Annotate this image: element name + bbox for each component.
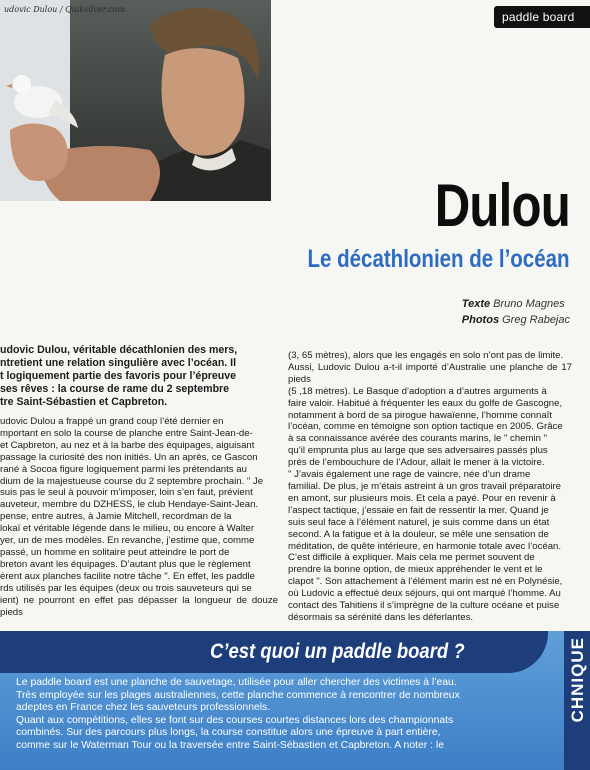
- body-line: passé, un homme en solitaire peut atteindre le port de: [0, 546, 230, 558]
- article-subtitle: Le décathlonien de l’océan: [307, 245, 570, 273]
- body-line: Aussi, Ludovic Dulou a-t-il importé d’Australie une planche de 17 pieds: [288, 361, 572, 385]
- body-line: faire valoir. Habitué à fréquenter les eaux du golfe de Gascogne,: [288, 397, 563, 409]
- body-line: (3, 65 mètres), alors que les engagés en solo n’ont pas de limite.: [288, 350, 564, 361]
- text-credit-line: [462, 296, 570, 312]
- box-line: Très employée sur les plages australiennes, cette planche commence à rencontrer de nombreux: [16, 689, 460, 701]
- lead-line: t logiquement partie des favoris pour l’épreuve: [0, 370, 237, 382]
- box-title: C’est quoi un paddle board ?: [210, 640, 465, 663]
- body-line: yer, un de mes modèles. En revanche, j’estime que, comme: [0, 535, 255, 547]
- right-column: [288, 350, 572, 624]
- photos-credit-value: Greg Rabejac: [502, 314, 570, 326]
- body-line: notamment à bord de sa pirogue hawaïenne, l’homme connaît: [288, 409, 552, 421]
- portrait-photo: [0, 0, 271, 201]
- body-line: suis seul face à l’élément naturel, je suis comme dans un état: [288, 516, 550, 528]
- section-tag: paddle board: [494, 6, 590, 28]
- lead-line: ntretient une relation singulière avec l’océan. Il: [0, 357, 237, 369]
- body-line: suis pas le seul à pouvoir m’imposer, loin s’en faut, prévient: [0, 487, 253, 499]
- box-body: [16, 677, 536, 753]
- body-line: méditation, de quête intérieure, en harmonie totale avec l’océan.: [288, 540, 562, 552]
- body-line: breton avant les équipages. D’autant plus que le règlement: [0, 558, 251, 570]
- body-line: udovic Dulou a frappé un grand coup l’été dernier en: [0, 416, 224, 427]
- body-line: en amont, sur plusieurs mois. Et cela a payé. Pour en revenir à: [288, 492, 556, 504]
- body-line: où Ludovic a effectué deux séjours, qui ont marqué l’homme. Au: [288, 588, 561, 600]
- body-line: et Capbreton, au nez et à la barbe des équipages, aiguisant: [0, 439, 255, 451]
- body-line: C’est difficile à expliquer. Mais cela me permet souvent de: [288, 552, 535, 564]
- box-side-band: [564, 631, 590, 770]
- body-line: l’aspect tactique, j’essaie en fait de ressentir la mer. Quand je: [288, 504, 549, 516]
- photo-credit-line: [462, 312, 570, 328]
- photo-credit: udovic Dulou / Quiksilver.com: [4, 5, 126, 14]
- box-line: comme sur le Waterman Tour ou la traversée entre Saint-Sébastien et Capbreton. A noter : le: [16, 739, 444, 751]
- box-side-label: CHNIQUE: [568, 637, 587, 723]
- article-credits: [462, 296, 570, 328]
- lead-line: tre Saint-Sébastien et Capbreton.: [0, 396, 168, 408]
- body-line: pense, entre autres, à Jamie Mitchell, recordman de la: [0, 511, 232, 523]
- lead-paragraph: [0, 344, 278, 409]
- body-line: passage la curiosité des non initiés. Un an après, ce Gascon: [0, 451, 258, 463]
- body-line: (5 ,18 mètres). Le Basque d’adoption a d’autres arguments à: [288, 385, 547, 397]
- body-line: prendre la bonne option, de mieux appréhender le vent et le: [288, 564, 543, 576]
- body-line: contact des Tahitiens il s’imprègne de la culture océane et puise: [288, 600, 560, 612]
- body-line: " J’avais également une rage de vaincre, née d’un drame: [288, 469, 531, 481]
- body-line: auveteur, membre du DZHESS, le club Hendaye-Saint-Jean.: [0, 499, 259, 511]
- box-line: adeptes en France chez les sauveteurs professionnels.: [16, 702, 271, 714]
- box-line: Quant aux compétitions, elles se font sur des courses courtes distances lors des championnats: [16, 714, 454, 726]
- lead-line: ses rêves : la course de rame du 2 septembre: [0, 383, 230, 395]
- left-body: [0, 416, 278, 618]
- body-line: mportant en solo la course de planche entre Saint-Jean-de-: [0, 427, 253, 439]
- body-line: à sa connaissance avérée des courants marins, le " chemin ": [288, 433, 548, 445]
- body-line: second. A la fatigue et à la douleur, se mêle une sensation de: [288, 528, 549, 540]
- lead-line: udovic Dulou, véritable décathlonien des mers,: [0, 344, 238, 356]
- body-line: près de l’embouchure de l’Adour, allait le mener à la victoire.: [288, 457, 545, 469]
- body-line: lokaï et véritable légende dans le milieu, ou encore à Walter: [0, 523, 255, 535]
- left-column: [0, 344, 278, 618]
- body-line: dium de la majestueuse course du 2 septembre prochain. " Je: [0, 475, 264, 487]
- body-line: l’océan, comme en témoigne son option tactique en 2005. Grâce: [288, 421, 563, 433]
- photos-credit-label: Photos: [461, 314, 500, 326]
- text-credit-value: Bruno Magnes: [493, 298, 565, 310]
- body-line: èrent aux planches facilite notre tâche ". En effet, les paddle: [0, 570, 255, 582]
- text-credit-label: Texte: [461, 298, 491, 310]
- portrait-illustration: [0, 0, 271, 201]
- sidebar-box: [0, 631, 590, 770]
- body-line: rané à Socoa figure logiquement parmi les prétendants au: [0, 463, 247, 475]
- body-line: ient) ne pourront en effet pas dépasser la longueur de douze pieds: [0, 594, 278, 618]
- article-title: Dulou: [434, 172, 570, 239]
- body-line: désormais sa sérénité dans les déferlantes.: [288, 611, 474, 623]
- body-line: familial. De plus, je m’étais astreint à un gros travail préparatoire: [288, 480, 562, 492]
- body-line: clapot ". Son attachement à l’élément marin est né en Polynésie,: [288, 576, 563, 588]
- box-line: Le paddle board est une planche de sauvetage, utilisée pour aller chercher des victimes à l’eau.: [16, 677, 457, 688]
- body-line: qu’il emprunta plus au large que ses adversaires passés plus: [288, 445, 548, 457]
- box-line: combinés. Sur des parcours plus longs, la course constitue alors une épreuve à part entière,: [16, 727, 441, 739]
- body-line: rds utilisés par les équipes (deux ou trois sauveteurs qui se: [0, 582, 252, 594]
- box-header: [0, 631, 548, 673]
